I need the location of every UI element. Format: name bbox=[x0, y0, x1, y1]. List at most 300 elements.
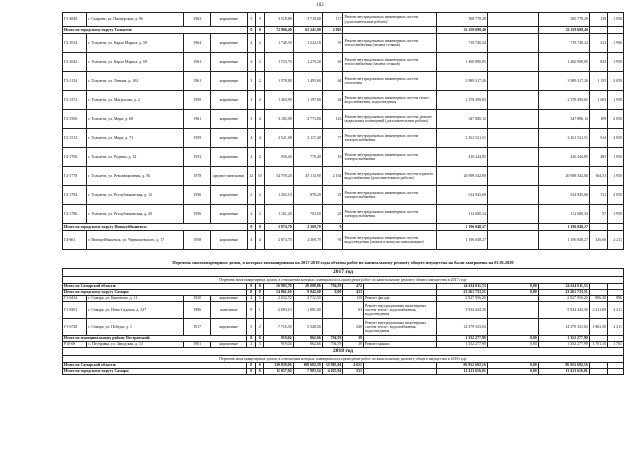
table-cell: 86 952 692,16 bbox=[538, 363, 589, 369]
table-cell: 2 211 bbox=[607, 302, 623, 319]
table-cell: 794,59 bbox=[322, 284, 343, 290]
table-cell: 919,04 bbox=[264, 336, 293, 342]
list-2017-caption: Перечень многоквартирных домов, в отношении которых планировалось проведение работ по капитальному ремонту общего имущества в 2017 году bbox=[63, 277, 624, 284]
table-cell bbox=[322, 319, 343, 336]
table-cell: Г2-1706 bbox=[63, 148, 87, 167]
table-cell: 2 712,50 bbox=[293, 296, 322, 302]
table-row bbox=[63, 91, 624, 110]
table-cell: Ремонт крыши bbox=[363, 342, 436, 348]
table-cell: 0,00 bbox=[487, 284, 538, 290]
table-cell bbox=[589, 27, 607, 34]
table-cell: кирпичные bbox=[211, 205, 247, 224]
table-cell: 2 927 956,20 bbox=[538, 296, 589, 302]
year-2017-header: 2017 год bbox=[63, 269, 624, 277]
table-cell: 4 bbox=[247, 231, 256, 250]
table-cell: 108 682,39 bbox=[293, 363, 322, 369]
table-cell: 39 bbox=[343, 342, 364, 348]
table-cell: 1956 bbox=[184, 205, 211, 224]
table-cell: 0 bbox=[247, 284, 255, 290]
table-row bbox=[63, 148, 624, 167]
table-cell: 0 bbox=[247, 224, 256, 231]
table-cell: 20 698 342,00 bbox=[538, 167, 589, 186]
table-cell: 1 950 bbox=[608, 167, 624, 186]
table-cell: 0 bbox=[247, 27, 256, 34]
table-cell: 4 bbox=[256, 231, 265, 250]
table-cell: 1962 bbox=[184, 13, 211, 27]
table-cell: г. Тольятти, ул. Революционная, д. 56 bbox=[87, 167, 184, 186]
table-cell: г. Сызрань, ул. Пионерская, д. 96 bbox=[87, 13, 184, 27]
table-cell bbox=[487, 148, 538, 167]
table-cell: 1 196 048,27 bbox=[538, 224, 589, 231]
table-cell: 1 460 990,85 bbox=[436, 53, 487, 72]
table-cell: Итого по городскому округу Самара: bbox=[63, 290, 247, 296]
table-cell: 4 bbox=[247, 129, 256, 148]
table-cell: 2 bbox=[247, 342, 255, 348]
table-cell: 794,59 bbox=[322, 342, 343, 348]
table-part-1 bbox=[62, 12, 624, 250]
table-cell: 3 518,80 bbox=[264, 13, 293, 27]
table-cell: 7 716,30 bbox=[264, 319, 293, 336]
table-cell: 347 880,12 bbox=[436, 110, 487, 129]
table-cell: 3 bbox=[255, 342, 263, 348]
table-cell: Ремонт внутридомовых инженерных систем тепло-, водоснабжения, водоотведения bbox=[343, 91, 437, 110]
table-cell: 2 211 bbox=[607, 319, 623, 336]
table-cell: 1 352 277,99 bbox=[436, 336, 487, 342]
table-cell: 3 bbox=[256, 13, 265, 27]
table-cell: 63 bbox=[343, 302, 364, 319]
table-cell: Ремонт внутридомовых инженерных систем электроснабжения bbox=[343, 205, 437, 224]
table-cell: 1956 bbox=[184, 186, 211, 205]
table-cell: 7 983,54 bbox=[293, 369, 322, 375]
table-cell: 485 bbox=[589, 148, 607, 167]
table-cell: 4 bbox=[247, 34, 256, 53]
table-cell: 2 164 bbox=[322, 167, 343, 186]
table-cell bbox=[487, 72, 538, 91]
page-number: 102 bbox=[316, 3, 324, 8]
table-cell: 1961 bbox=[184, 110, 211, 129]
table-cell: 919,04 bbox=[264, 342, 293, 348]
table-cell: кирпичные bbox=[211, 34, 247, 53]
table-cell: 2 bbox=[256, 205, 265, 224]
table-row bbox=[63, 224, 624, 231]
table-cell: 1 197,80 bbox=[293, 91, 322, 110]
table-cell: г. Самара, ул. Ново-Садовая, д. 337 bbox=[87, 302, 184, 319]
table-row bbox=[63, 129, 624, 148]
table-cell: 0,00 bbox=[487, 369, 538, 375]
table-cell: 416,06 bbox=[589, 231, 607, 250]
table-cell: 1 bbox=[255, 302, 263, 319]
table-cell: 91 bbox=[322, 231, 343, 250]
table-cell: 1 578,80 bbox=[264, 72, 293, 91]
table-cell: с. Пестравка, ул. Заводская, д. 13 bbox=[87, 342, 184, 348]
table-cell: кирпичные bbox=[211, 319, 247, 336]
table-row bbox=[63, 13, 624, 27]
table-cell: Ремонт внутридомовых инженерных систем, ремонт подвальных помещений (дополнительные работы) bbox=[343, 110, 437, 129]
table-cell bbox=[589, 369, 607, 375]
table-cell: крупно-панельные bbox=[211, 167, 247, 186]
table-cell: 0 bbox=[247, 336, 255, 342]
table-cell: 14 379 333,04 bbox=[436, 319, 487, 336]
table-cell bbox=[589, 224, 607, 231]
table-cell: 65 241,80 bbox=[293, 27, 322, 34]
table-cell: 24 614 011,53 bbox=[538, 284, 589, 290]
table-cell: 4 025,94 bbox=[322, 369, 343, 375]
table-cell: 35 985,04 bbox=[322, 363, 343, 369]
table-cell: 718 740,24 bbox=[436, 34, 487, 53]
table-cell: 0 bbox=[256, 224, 265, 231]
table-cell: Итого по Самарской области: bbox=[63, 363, 247, 369]
table-cell: 4 bbox=[256, 129, 265, 148]
table-cell: 10 bbox=[256, 167, 265, 186]
table-cell: кирпичные bbox=[211, 296, 247, 302]
table-cell: 2 bbox=[247, 148, 256, 167]
table-cell: Г2-1372 bbox=[63, 91, 87, 110]
table-cell: г. Тольятти, ул. Карла Маркса, д. 58 bbox=[87, 34, 184, 53]
table-cell: 3 bbox=[247, 91, 256, 110]
table-cell bbox=[487, 319, 538, 336]
table-cell: кирпичные bbox=[211, 53, 247, 72]
table-cell: г. Самара, ул. Кашенова, д. 11 bbox=[87, 296, 184, 302]
table-cell: г. Тольятти, ул. Мира, д. 73 bbox=[87, 129, 184, 148]
table-cell: 0,00 bbox=[322, 290, 343, 296]
table-row bbox=[63, 319, 624, 336]
table-cell: 240 bbox=[343, 319, 364, 336]
table-cell: 112 680,34 bbox=[538, 205, 589, 224]
table-cell: Г2-1134 bbox=[63, 72, 87, 91]
table-cell bbox=[487, 27, 538, 34]
table-cell: 1 881,60 bbox=[293, 302, 322, 319]
table-cell: 1 701 bbox=[607, 342, 623, 348]
table-cell: 1 155 bbox=[589, 72, 607, 91]
table-cell: 72 806,40 bbox=[264, 27, 293, 34]
table-cell: 2 bbox=[256, 91, 265, 110]
table-cell: 4 bbox=[256, 110, 265, 129]
table-cell: 5 bbox=[247, 13, 256, 27]
table-cell bbox=[487, 205, 538, 224]
table-cell: 2 059 bbox=[608, 72, 624, 91]
table-cell: 2 693,10 bbox=[264, 302, 293, 319]
table-cell: 1 753,70 bbox=[264, 53, 293, 72]
table-cell: 2 050 bbox=[608, 110, 624, 129]
table-row bbox=[63, 167, 624, 186]
table-cell: г. Тольятти, ул. Родины, д. 32 bbox=[87, 148, 184, 167]
table-cell: 0 bbox=[255, 363, 263, 369]
table-cell: 18 bbox=[322, 148, 343, 167]
table-part-2 bbox=[62, 268, 624, 375]
table-cell: 39 bbox=[343, 336, 364, 342]
table-cell: 2 521,68 bbox=[264, 129, 293, 148]
table-cell: 11 637,04 bbox=[264, 369, 293, 375]
table-row bbox=[63, 34, 624, 53]
table-cell: 97 bbox=[589, 205, 607, 224]
table-cell: 2 bbox=[247, 205, 256, 224]
table-cell: 2 bbox=[256, 148, 265, 167]
table-cell: 2 bbox=[247, 186, 256, 205]
table-cell: 9 bbox=[247, 302, 255, 319]
table-cell: 112 680,34 bbox=[436, 205, 487, 224]
table-cell: 5 bbox=[247, 319, 255, 336]
table-cell: 14 379 333,04 bbox=[538, 319, 589, 336]
table-cell: 4 651 bbox=[343, 363, 364, 369]
table-cell: 2 211 bbox=[608, 231, 624, 250]
table-cell: 2 927 956,20 bbox=[436, 296, 487, 302]
table-cell: панельные bbox=[211, 302, 247, 319]
table-cell: 830,40 bbox=[264, 148, 293, 167]
table-cell: 1953 bbox=[184, 148, 211, 167]
section-title: Перечень многоквартирных домов, в которых запланированы на 2017-2019 годы объемы работ по капитальному ремонту общего имущества но были завершены на 01.01.2020 bbox=[172, 260, 514, 265]
table-cell: 0 bbox=[255, 290, 263, 296]
table-cell: 703,50 bbox=[293, 205, 322, 224]
table-cell: Г1-6434 bbox=[63, 296, 87, 302]
year-2018-header: 2018 год bbox=[63, 348, 624, 356]
table-cell: 3 bbox=[247, 72, 256, 91]
table-cell: кирпичные bbox=[211, 91, 247, 110]
table-cell: 1 352 277,99 bbox=[538, 336, 589, 342]
table-cell: Г2-1034 bbox=[63, 34, 87, 53]
table-cell: 1961 bbox=[184, 72, 211, 91]
table-cell: 21 bbox=[322, 186, 343, 205]
table-row bbox=[63, 186, 624, 205]
table-cell: кирпичные bbox=[211, 129, 247, 148]
table-cell: Г1-6728 bbox=[63, 319, 87, 336]
table-cell bbox=[487, 167, 538, 186]
table-cell bbox=[343, 27, 437, 34]
table-cell: 1978 bbox=[184, 167, 211, 186]
table-cell bbox=[343, 224, 437, 231]
table-cell: г. Новокуйбышевск, ул. Чернышевского, д. 17 bbox=[87, 231, 184, 250]
table-cell: 2 874,70 bbox=[264, 224, 293, 231]
table-cell: 3 710,00 bbox=[293, 13, 322, 27]
table-cell: Ремонт внутридомовых инженерных систем тепло-, водоснабжения, водоотведения bbox=[363, 319, 436, 336]
table-cell: 1 990 bbox=[608, 34, 624, 53]
table-cell: 886 bbox=[607, 296, 623, 302]
table-cell: 347 880,12 bbox=[538, 110, 589, 129]
table-cell: 3 989 317,26 bbox=[436, 72, 487, 91]
table-cell: 1 950 bbox=[608, 53, 624, 72]
table-cell: 2 059 bbox=[608, 186, 624, 205]
table-cell: 130 bbox=[343, 296, 364, 302]
table-cell: Итого по Самарской области: bbox=[63, 284, 247, 290]
table-cell: Ремонт внутридомовых инженерных систем электроснабжения bbox=[343, 148, 437, 167]
table-cell bbox=[487, 129, 538, 148]
table-cell: 1 495,60 bbox=[293, 72, 322, 91]
table-cell: г. Тольятти, ул. Мира, д. 68 bbox=[87, 110, 184, 129]
table-cell: 1964 bbox=[184, 34, 211, 53]
table-cell: 5 348,30 bbox=[293, 319, 322, 336]
table-cell: 2 bbox=[256, 186, 265, 205]
table-cell: 3 182,00 bbox=[264, 110, 293, 129]
table-cell: г. Тольятти, ул. Ленина, д. 104 bbox=[87, 72, 184, 91]
table-cell: 843 bbox=[589, 53, 607, 72]
table-cell: Ремонт фасада bbox=[363, 296, 436, 302]
table-cell: Ремонт внутридомовых инженерных систем электроснабжения bbox=[343, 186, 437, 205]
table-cell: 364,53 bbox=[589, 167, 607, 186]
table-cell: 1 950 bbox=[608, 91, 624, 110]
table-cell: 2 059 bbox=[608, 129, 624, 148]
table-cell: 0 bbox=[247, 290, 255, 296]
table-cell: кирпичные bbox=[211, 110, 247, 129]
table-cell: 0 bbox=[255, 284, 263, 290]
table-row bbox=[63, 110, 624, 129]
table-cell: 13 413 616,01 bbox=[436, 369, 487, 375]
table-cell: 1 279,20 bbox=[293, 53, 322, 72]
table-cell: 45 113,90 bbox=[293, 167, 322, 186]
table-row bbox=[63, 27, 624, 34]
table-cell: 63 bbox=[322, 53, 343, 72]
table-cell: 1961 bbox=[184, 342, 211, 348]
table-cell: Ремонт внутридомовых инженерных систем горячего водоснабжения (дополнительные работы) bbox=[343, 167, 437, 186]
table-cell: 3 989 317,26 bbox=[538, 72, 589, 91]
table-cell: 770,40 bbox=[293, 148, 322, 167]
table-cell: Ремонт внутридомовых инженерных систем отопления bbox=[343, 72, 437, 91]
table-cell: 123 bbox=[322, 110, 343, 129]
table-cell: 2 bbox=[256, 34, 265, 53]
table-cell: 862,66 bbox=[293, 336, 322, 342]
table-cell: Ремонт внутридомовых инженерных систем теплоснабжения (замена стояков) bbox=[343, 34, 437, 53]
table-row bbox=[63, 302, 624, 319]
table-cell: 3 bbox=[247, 110, 256, 129]
table-cell: 2 bbox=[255, 319, 263, 336]
table-cell: Итого по городскому округу Тольятти: bbox=[63, 27, 248, 34]
table-cell: 614 bbox=[589, 129, 607, 148]
table-cell bbox=[322, 302, 343, 319]
table-cell: 5 bbox=[255, 296, 263, 302]
table-cell: 1920 bbox=[184, 296, 211, 302]
table-cell: 0,00 bbox=[487, 336, 538, 342]
table-cell: Г2-1513 bbox=[63, 129, 87, 148]
table-cell: 14 862,10 bbox=[264, 290, 293, 296]
table-cell: 500 778,29 bbox=[436, 13, 487, 27]
table-cell: Г2-1500 bbox=[63, 110, 87, 129]
table-cell bbox=[608, 224, 624, 231]
table-row bbox=[63, 53, 624, 72]
table-cell bbox=[607, 369, 623, 375]
table-cell: Г2-1784 bbox=[63, 186, 87, 205]
table-cell bbox=[487, 34, 538, 53]
table-cell: 2 378 499,65 bbox=[538, 91, 589, 110]
table-cell: 1 196 048,27 bbox=[436, 231, 487, 250]
table-cell: 1 196 048,27 bbox=[538, 231, 589, 250]
table-cell: 0 bbox=[256, 27, 265, 34]
table-cell: 4 bbox=[247, 296, 255, 302]
table-cell: 1958 bbox=[184, 231, 211, 250]
table-cell: 23 261 733,51 bbox=[436, 290, 487, 296]
table-cell: 862,66 bbox=[293, 342, 322, 348]
table-cell: 413 bbox=[589, 34, 607, 53]
table-cell: 500 778,29 bbox=[538, 13, 589, 27]
table-cell: 794,59 bbox=[322, 336, 343, 342]
table-cell: Ремонт внутридомовых инженерных систем водоотведения (замена и выпуски канализации) bbox=[343, 231, 437, 250]
table-cell: 2 bbox=[256, 72, 265, 91]
table-cell: 9 942,40 bbox=[293, 290, 322, 296]
table-cell: 77 bbox=[322, 129, 343, 148]
table-cell: 1 352 277,99 bbox=[436, 342, 487, 348]
table-cell: 5 934 444,30 bbox=[538, 302, 589, 319]
table-cell: 1986 bbox=[184, 302, 211, 319]
table-cell: 2 369,70 bbox=[293, 224, 322, 231]
table-cell: 1 460 990,85 bbox=[538, 53, 589, 72]
table-cell: Г4-661 bbox=[63, 231, 87, 250]
table-cell: 0 bbox=[255, 369, 263, 375]
table-cell: 0 bbox=[247, 369, 255, 375]
table-cell: Г1-6301 bbox=[63, 302, 87, 319]
table-cell: 54 759,20 bbox=[264, 167, 293, 186]
table-cell: г. Тольятти, ул. Карла Маркса, д. 69 bbox=[87, 53, 184, 72]
table-cell: 2 378 499,65 bbox=[436, 91, 487, 110]
table-cell: 2 652,70 bbox=[264, 296, 293, 302]
table-row bbox=[63, 205, 624, 224]
table-cell: 1961 bbox=[184, 53, 211, 72]
table-cell: 1 603 bbox=[589, 91, 607, 110]
table-cell: 1959 bbox=[184, 91, 211, 110]
table-cell: 614 945,68 bbox=[436, 186, 487, 205]
table-cell: Г2-1786 bbox=[63, 205, 87, 224]
table-cell: 109 bbox=[589, 110, 607, 129]
table-cell: 13 413 616,01 bbox=[538, 369, 589, 375]
table-cell: 2 211,80 bbox=[589, 302, 607, 319]
table-cell: кирпичные bbox=[211, 148, 247, 167]
table-cell: 64 bbox=[322, 72, 343, 91]
table-cell: Р10-69 bbox=[63, 342, 87, 348]
table-cell bbox=[487, 231, 538, 250]
table-cell: 1 950 bbox=[608, 13, 624, 27]
table-cell: 4 bbox=[247, 53, 256, 72]
table-cell: 0,00 bbox=[487, 363, 538, 369]
table-cell bbox=[487, 302, 538, 319]
table-row bbox=[63, 369, 624, 375]
table-cell: 1 740,39 bbox=[264, 34, 293, 53]
table-cell: 878,20 bbox=[293, 186, 322, 205]
table-cell: 16 903,70 bbox=[264, 284, 293, 290]
list-2018-caption: Перечень многоквартирных домов, в отношении которых планировалось проведение работ по капитальному ремонту общего имущества в 2018 году bbox=[63, 356, 624, 363]
table-cell: 2 117,40 bbox=[293, 129, 322, 148]
table-cell: Итого по городскому округу Самара: bbox=[63, 369, 247, 375]
table-cell: 1959 bbox=[184, 129, 211, 148]
table-cell: 32 259 698,40 bbox=[436, 27, 487, 34]
table-row bbox=[63, 72, 624, 91]
table-cell: 20 008,86 bbox=[293, 284, 322, 290]
table-cell: Ремонт внутридомовых инженерных систем тепло-, водоснабжения, водоотведения bbox=[363, 302, 436, 319]
table-row bbox=[63, 231, 624, 250]
table-cell: г. Тольятти, ул. Республиканская, д. 12 bbox=[87, 186, 184, 205]
table-cell: Ремонт внутридомовых инженерных систем (дополнительные работы) bbox=[343, 13, 437, 27]
table-cell: кирпичные bbox=[211, 72, 247, 91]
table-cell: 1 202,10 bbox=[264, 186, 293, 205]
table-cell: 0,00 bbox=[487, 290, 538, 296]
table-cell: 2 773,80 bbox=[293, 110, 322, 129]
table-cell: кирпичные bbox=[211, 186, 247, 205]
table-cell bbox=[487, 13, 538, 27]
table-cell: 511 bbox=[589, 186, 607, 205]
table-cell: 5 934 444,30 bbox=[436, 302, 487, 319]
table-cell: 2 863 bbox=[322, 27, 343, 34]
table-cell: кирпичные bbox=[211, 13, 247, 27]
table-cell: 0 bbox=[255, 336, 263, 342]
table-cell: Итого по муниципальному району Пестравский: bbox=[63, 336, 247, 342]
table-cell: 32 259 698,40 bbox=[538, 27, 589, 34]
table-cell: Ремонт внутридомовых инженерных систем электроснабжения bbox=[343, 129, 437, 148]
table-cell: кирпичные bbox=[211, 342, 247, 348]
table-cell: 718 740,24 bbox=[538, 34, 589, 53]
table-cell: 1 196 048,27 bbox=[436, 224, 487, 231]
table-cell: 117 bbox=[322, 13, 343, 27]
table-cell: 2 161 521,51 bbox=[436, 129, 487, 148]
table-cell: 433 bbox=[343, 290, 364, 296]
table-cell bbox=[487, 224, 538, 231]
table-cell: 23 261 733,51 bbox=[538, 290, 589, 296]
table-cell: 86 952 692,16 bbox=[436, 363, 487, 369]
table-cell: 2 874,70 bbox=[264, 231, 293, 250]
